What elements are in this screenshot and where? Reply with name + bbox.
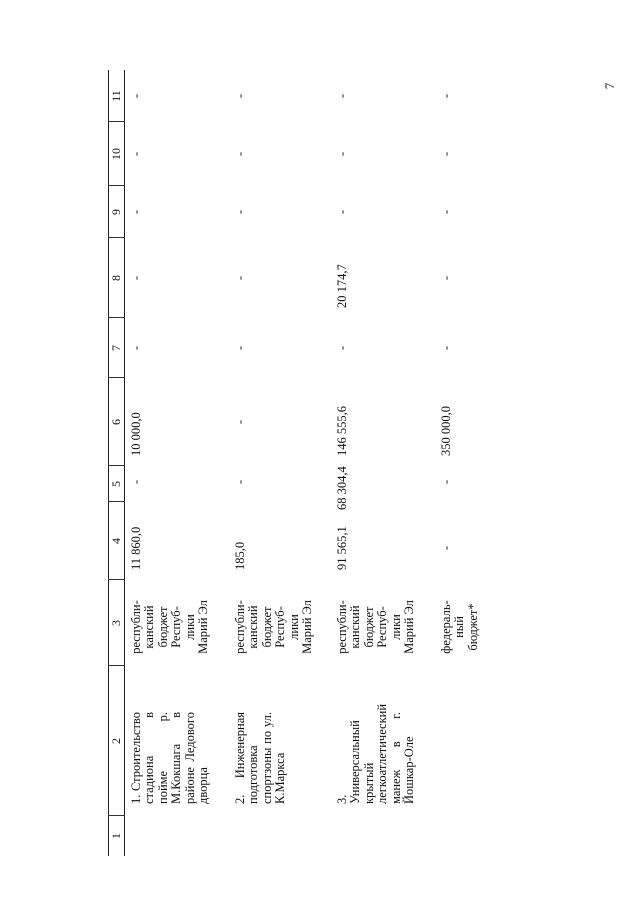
col-header-1: 1 [109,833,123,839]
value-col-7: - [129,345,143,351]
value-col-5: - [439,479,453,485]
funding-source: республи- канский бюджет Респуб- лики Марий Эл [233,600,315,654]
object-name: 3. Универсальный крытый легкоатлетический манеж в г. Йошкар-Оле [335,703,417,804]
col-header-9: 9 [109,209,123,215]
value-col-6: 146 555,6 [335,406,349,456]
value-col-10: - [439,151,453,157]
value-col-10: - [335,151,349,157]
value-col-11: - [233,93,247,99]
col-header-4: 4 [109,538,123,544]
value-col-11: - [335,93,349,99]
funding-source: республи- канский бюджет Респуб- лики Марий Эл [335,600,417,654]
value-col-6: 350 000,0 [439,406,453,456]
value-col-8: - [233,275,247,281]
value-col-10: - [129,151,143,157]
object-name: 2. Инженерная подготовка спортзоны по ул. К.Маркса [233,712,288,804]
value-col-11: - [129,93,143,99]
funding-source: федераль- ный бюджет* [439,600,480,654]
object-name: 1. Строительство стадиона в пойме р. М.Кокшага в районе Ледового дворца [129,712,211,804]
page-number: 7 [602,82,617,90]
value-col-5: 68 304,4 [335,466,349,510]
value-col-8: - [129,275,143,281]
col-header-2: 2 [109,738,123,744]
value-col-11: - [439,93,453,99]
value-col-9: - [439,209,453,215]
value-col-9: - [335,209,349,215]
value-col-4: 11 860,0 [129,526,143,570]
col-header-7: 7 [109,345,123,351]
value-col-4: - [439,545,453,551]
col-header-5: 5 [109,481,123,487]
col-header-3: 3 [109,620,123,626]
value-col-9: - [233,209,247,215]
value-col-9: - [129,209,143,215]
value-col-4: 185,0 [233,541,247,570]
col-header-11: 11 [109,90,123,102]
value-col-5: - [129,479,143,485]
value-col-8: - [439,275,453,281]
value-col-4: 91 565,1 [335,526,349,570]
value-col-8: 20 174,7 [335,264,349,308]
value-col-6: - [233,419,247,425]
value-col-6: 10 000,0 [129,412,143,456]
col-header-8: 8 [109,275,123,281]
col-header-6: 6 [109,419,123,425]
header-bottom-border [124,70,125,856]
value-col-7: - [439,345,453,351]
value-col-10: - [233,151,247,157]
value-col-5: - [233,479,247,485]
value-col-7: - [335,345,349,351]
budget-table [108,76,528,856]
funding-source: республи- канский бюджет Респуб- лики Марий Эл [129,600,211,654]
col-header-10: 10 [109,148,123,160]
value-col-7: - [233,345,247,351]
